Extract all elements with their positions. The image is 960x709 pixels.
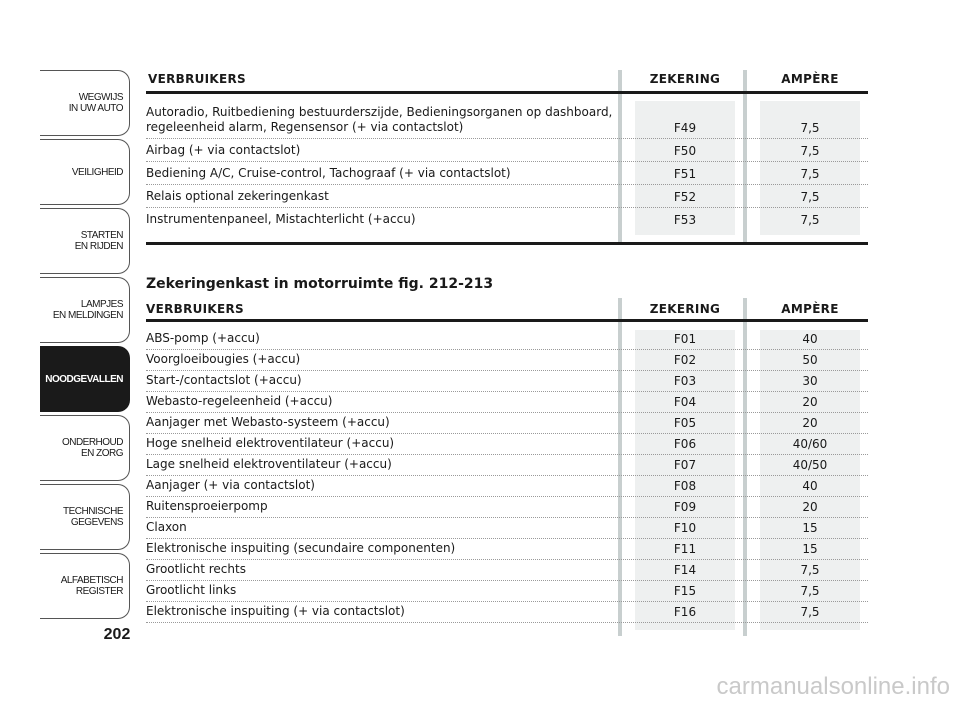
ampere-cell: 20	[802, 416, 818, 430]
consumer-cell: Start-/contactslot (+accu)	[146, 373, 302, 387]
table-row	[146, 455, 868, 476]
ampere-cell: 15	[802, 521, 818, 535]
table-row	[146, 371, 868, 392]
tab-veiligheid[interactable]: VEILIGHEID	[40, 139, 130, 205]
ampere-cell: 40	[802, 479, 818, 493]
consumer-cell: Voorgloeibougies (+accu)	[146, 352, 301, 366]
consumer-cell: Relais optional zekeringenkast	[146, 189, 329, 203]
table-row	[146, 581, 868, 602]
ampere-cell: 20	[802, 500, 818, 514]
consumer-cell: Elektronische inspuiting (+ via contactslot)	[146, 604, 405, 618]
consumer-cell: Webasto-regeleenheid (+accu)	[146, 394, 333, 408]
table-row	[146, 392, 868, 413]
ampere-cell: 40	[802, 332, 818, 346]
ampere-cell: 20	[802, 395, 818, 409]
fuse-cell: F11	[673, 542, 697, 556]
ampere-cell: 7,5	[800, 213, 820, 227]
tab-noodgevallen[interactable]: NOODGEVALLEN	[40, 346, 130, 412]
table-row	[146, 434, 868, 455]
tab-technische-gegevens[interactable]: TECHNISCHE GEGEVENS	[40, 484, 130, 550]
header-rule	[146, 319, 868, 322]
fuse-cell: F51	[673, 167, 697, 181]
ampere-cell: 7,5	[800, 563, 820, 577]
header-consumer: VERBRUIKERS	[148, 72, 246, 86]
watermark: carmanualsonline.info	[716, 673, 950, 700]
table-row	[146, 476, 868, 497]
tab-alfabetisch-register[interactable]: ALFABETISCH REGISTER	[40, 553, 130, 619]
consumer-cell: Lage snelheid elektroventilateur (+accu)	[146, 457, 392, 471]
consumer-cell: Airbag (+ via contactslot)	[146, 143, 301, 157]
table-row	[146, 139, 868, 162]
consumer-cell: Elektronische inspuiting (secundaire componenten)	[146, 541, 456, 555]
ampere-cell: 30	[802, 374, 818, 388]
page-number: 202	[103, 626, 131, 643]
header-fuse: ZEKERING	[649, 72, 721, 86]
ampere-cell: 7,5	[800, 605, 820, 619]
fuse-cell: F09	[673, 500, 697, 514]
tab-starten-en-rijden[interactable]: STARTEN EN RIJDEN	[40, 208, 130, 274]
table-row	[146, 413, 868, 434]
consumer-cell: Hoge snelheid elektroventilateur (+accu)	[146, 436, 395, 450]
table-row	[146, 98, 868, 139]
consumer-cell: Aanjager met Webasto-systeem (+accu)	[146, 415, 390, 429]
fuse-cell: F49	[673, 121, 697, 135]
tab-lampjes-en-meldingen[interactable]: LAMPJES EN MELDINGEN	[40, 277, 130, 343]
ampere-cell: 40/60	[792, 437, 828, 451]
table-row	[146, 162, 868, 185]
fuse-cell: F10	[673, 521, 697, 535]
consumer-cell: Bediening A/C, Cruise-control, Tachograaf (+ via contactslot)	[146, 166, 511, 180]
ampere-cell: 15	[802, 542, 818, 556]
table-end-rule	[146, 242, 868, 245]
fuse-cell: F08	[673, 479, 697, 493]
ampere-cell: 7,5	[800, 144, 820, 158]
ampere-cell: 7,5	[800, 584, 820, 598]
consumer-cell: ABS-pomp (+accu)	[146, 331, 260, 345]
table-row	[146, 539, 868, 560]
table-row	[146, 518, 868, 539]
ampere-cell: 7,5	[800, 190, 820, 204]
fuse-cell: F52	[673, 190, 697, 204]
header-ampere: AMPÈRE	[781, 302, 839, 316]
tab-onderhoud-en-zorg[interactable]: ONDERHOUD EN ZORG	[40, 415, 130, 481]
consumer-cell: Autoradio, Ruitbediening bestuurderszijde, Bedieningsorganen op dashboard, regeleenheid alarm, Regensensor (+ via contactslot)	[146, 105, 613, 134]
ampere-cell: 7,5	[800, 167, 820, 181]
header-ampere: AMPÈRE	[781, 72, 839, 86]
fuse-cell: F15	[673, 584, 697, 598]
consumer-cell: Claxon	[146, 520, 187, 534]
fuse-cell: F05	[673, 416, 697, 430]
fuse-cell: F01	[673, 332, 697, 346]
fuse-cell: F53	[673, 213, 697, 227]
fuse-cell: F03	[673, 374, 697, 388]
table-row	[146, 185, 868, 208]
table-row	[146, 208, 868, 230]
consumer-cell: Aanjager (+ via contactslot)	[146, 478, 315, 492]
consumer-cell: Grootlicht links	[146, 583, 237, 597]
fuse-cell: F16	[673, 605, 697, 619]
ampere-cell: 7,5	[800, 121, 820, 135]
tab-wegwijs[interactable]: WEGWIJS IN UW AUTO	[40, 70, 130, 136]
fuse-cell: F07	[673, 458, 697, 472]
fuse-cell: F06	[673, 437, 697, 451]
table-row	[146, 602, 868, 623]
header-rule	[146, 91, 868, 94]
consumer-cell: Ruitensproeierpomp	[146, 499, 268, 513]
ampere-cell: 40/50	[792, 458, 828, 472]
ampere-cell: 50	[802, 353, 818, 367]
consumer-cell: Grootlicht rechts	[146, 562, 246, 576]
fuse-cell: F02	[673, 353, 697, 367]
fuse-cell: F04	[673, 395, 697, 409]
table-row	[146, 560, 868, 581]
section-title: Zekeringenkast in motorruimte fig. 212-213	[146, 276, 494, 292]
header-fuse: ZEKERING	[649, 302, 721, 316]
table-row	[146, 497, 868, 518]
fuse-cell: F14	[673, 563, 697, 577]
header-consumer: VERBRUIKERS	[146, 302, 244, 316]
fuse-cell: F50	[673, 144, 697, 158]
table-row	[146, 350, 868, 371]
consumer-cell: Instrumentenpaneel, Mistachterlicht (+accu)	[146, 212, 416, 226]
table-row	[146, 329, 868, 350]
